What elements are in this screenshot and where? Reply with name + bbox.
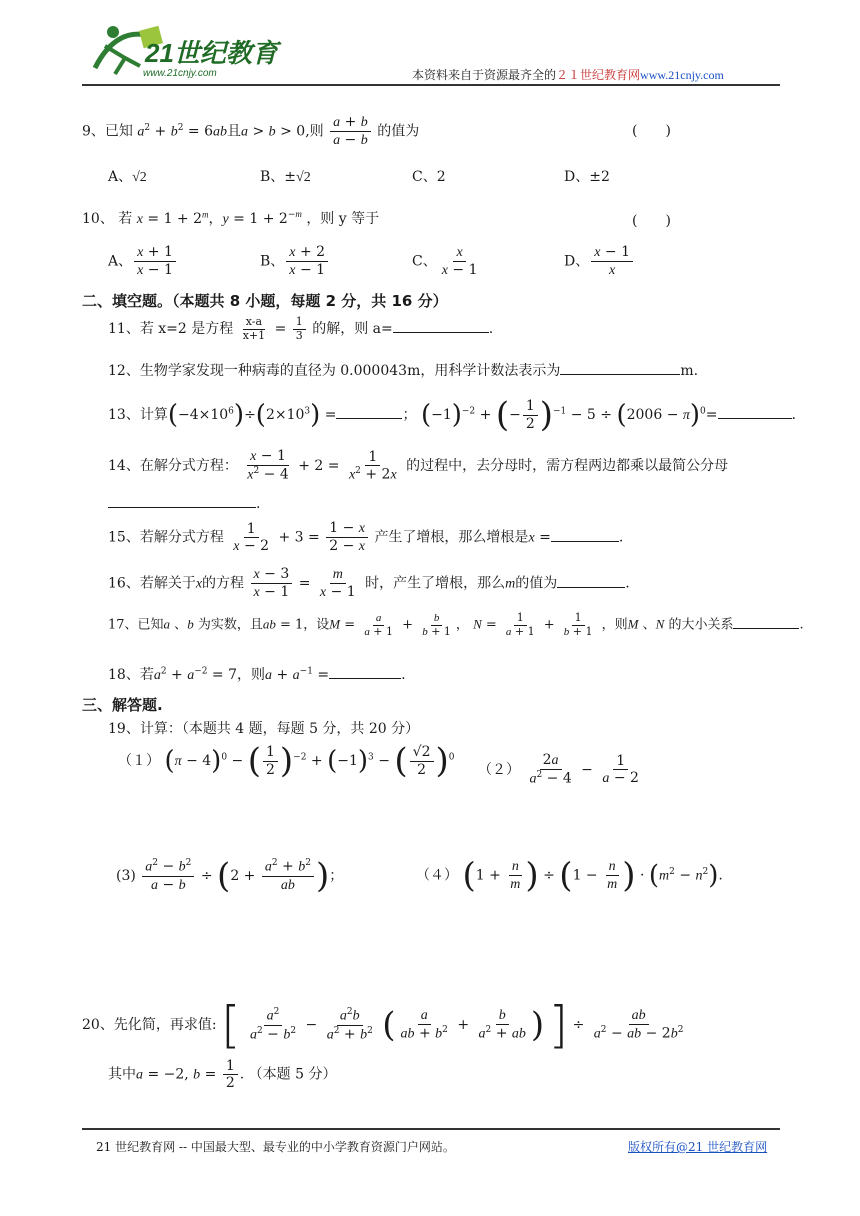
q11-blank[interactable] bbox=[393, 332, 489, 333]
question-13: 13、计算$(-4\times 10^6)\div(2\times 10^3)$ = ； $(-1)^{-2}$ + (− $\frac{1}{2}$ )$^{-1} - 5 \div (2006 - \pi)^0=$ . bbox=[108, 395, 796, 435]
q13-blank-1[interactable] bbox=[336, 418, 402, 419]
question-17: 17、已知a 、b 为实数，且ab = 1，设M = $\frac{a}{a + 1}$ + $\frac{b}{b + 1}$ ， N = $\frac{1}{a + 1}$ + $\frac{1}{b + 1}$ ，则M 、N 的大小关系 . bbox=[108, 611, 804, 638]
q14-blank[interactable] bbox=[108, 507, 256, 508]
logo-url: www.21cnjy.com bbox=[143, 68, 217, 79]
q19-part-1: （１） $(\pi - 4)^0$ − ( $\frac{1}{2}$ )$^{-2} + (-1)^3$ − ( $\frac{√2}{2}$ )$^0$ bbox=[118, 741, 455, 781]
question-18: 18、若$a^2 + a^{-2} = 7$，则$a + a^{-1}$ = . bbox=[108, 666, 406, 683]
header-rule bbox=[82, 84, 780, 86]
question-11: 11、若 x=2 是方程 $\frac{x-a}{x+1}$ = $\frac{1}{3}$ 的解，则 a= . bbox=[108, 315, 494, 342]
q16-blank[interactable] bbox=[557, 587, 625, 588]
q9-stem: 9、已知 bbox=[82, 123, 133, 140]
q9-choice-c: C、2 bbox=[412, 169, 446, 185]
q19-part-2: （２） $\frac{2a}{a^2 - 4}$ − $\frac{1}{a - 2}$ bbox=[478, 752, 639, 787]
section-2-title: 二、填空题。（本题共 8 小题，每题 2 分，共 16 分） bbox=[82, 292, 448, 310]
q19-part-3: (3) $\frac{a^2 - b^2}{a - b}$ ÷ (2 + $\frac{a^2 + b^2}{ab}$ )； bbox=[116, 855, 344, 896]
site-logo bbox=[85, 18, 285, 80]
footer-copyright-link[interactable]: 版权所有@21 世纪教育网 bbox=[628, 1140, 768, 1154]
q10-choice-d: D、 $\frac{x - 1}{x}$ bbox=[564, 244, 635, 279]
question-14: 14、在解分式方程： $\frac{x - 1}{x^2 - 4}$ + 2 = $\frac{1}{x^2 + 2x}$ 的过程中，去分母时，需方程两边都乘以最简公分母 bbox=[108, 448, 729, 483]
question-9: 9、已知 $a^2 + b^2 = 6ab$且a > b > 0,则 $\frac{a + b}{a - b}$ 的值为 bbox=[82, 114, 420, 149]
header-note-highlight[interactable]: ２１世纪教育网 bbox=[556, 68, 641, 82]
footer-left-text: 21 世纪教育网 -- 中国最大型、最专业的中小学教育资源门户网站。 bbox=[96, 1140, 455, 1154]
q9-choice-b: B、±√2 bbox=[260, 169, 311, 185]
q10-choice-b: B、 $\frac{x + 2}{x - 1}$ bbox=[260, 244, 330, 279]
question-10: 10、 若 $x = 1 + 2^m$，$y = 1 + 2^{-m}$ ，则 y 等于 bbox=[82, 209, 380, 227]
q12-blank[interactable] bbox=[560, 374, 680, 375]
q9-tail: 的值为 bbox=[377, 123, 420, 140]
question-12: 12、生物学家发现一种病毒的直径为 0.000043m，用科学计数法表示为 m. bbox=[108, 363, 699, 379]
footer-rule bbox=[82, 1128, 780, 1130]
header-note-prefix: 本资料来自于资源最齐全的 bbox=[412, 68, 557, 82]
logo-text: 21世纪教育 bbox=[145, 38, 278, 68]
header-note-url[interactable]: www.21cnjy.com bbox=[640, 68, 724, 82]
q10-stem: 10、 若 bbox=[82, 211, 133, 227]
q14-answer-line: . bbox=[108, 496, 260, 512]
question-20: 20、先化简，再求值: [ $\frac{a^2}{a^2 - b^2}$ − $\frac{a^2b}{a^2 + b^2}$ ( $\frac{a}{ab + b^2}$ + $\frac{b}{a^2 + ab}$ ) ] ÷ $\frac{ab}{a^2 - ab - 2b^2}$ bbox=[82, 996, 684, 1054]
q9-answer-paren: ( ) bbox=[632, 123, 671, 139]
q19-part-4: （４） (1 + $\frac{n}{m}$ ) ÷ (1 − $\frac{n}{m}$ ) · $(m^2 - n^2)$. bbox=[416, 855, 723, 896]
q20-condition: 其中a = −2, b = $\frac{1}{2}$ . （本题 5 分） bbox=[108, 1058, 337, 1092]
q10-choice-c: C、 $\frac{x}{x - 1}$ bbox=[412, 245, 478, 279]
q10-tail: ，则 y 等于 bbox=[306, 211, 380, 227]
section-3-title: 三、解答题. bbox=[82, 696, 163, 714]
q9-choice-a: A、√2 bbox=[108, 169, 147, 185]
question-16: 16、若解关于x的方程 $\frac{x - 3}{x - 1}$ = $\frac{m}{x - 1}$ 时，产生了增根，那么m的值为 . bbox=[108, 566, 630, 601]
q10-answer-paren: ( ) bbox=[632, 213, 671, 229]
q13-blank-2[interactable] bbox=[718, 418, 792, 419]
q17-blank[interactable] bbox=[733, 628, 799, 629]
q9-choice-d: D、±2 bbox=[564, 169, 610, 185]
q15-blank[interactable] bbox=[551, 541, 619, 542]
q10-choice-a: A、 $\frac{x + 1}{x - 1}$ bbox=[108, 244, 178, 279]
question-19-title: 19、计算：（本题共 4 题，每题 5 分，共 20 分） bbox=[108, 721, 420, 737]
q18-blank[interactable] bbox=[329, 678, 401, 679]
question-15: 15、若解分式方程 $\frac{1}{x - 2}$ + 3 = $\frac{1 - x}{2 - x}$ 产生了增根，那么增根是x = . bbox=[108, 520, 624, 555]
header-note bbox=[412, 66, 724, 83]
